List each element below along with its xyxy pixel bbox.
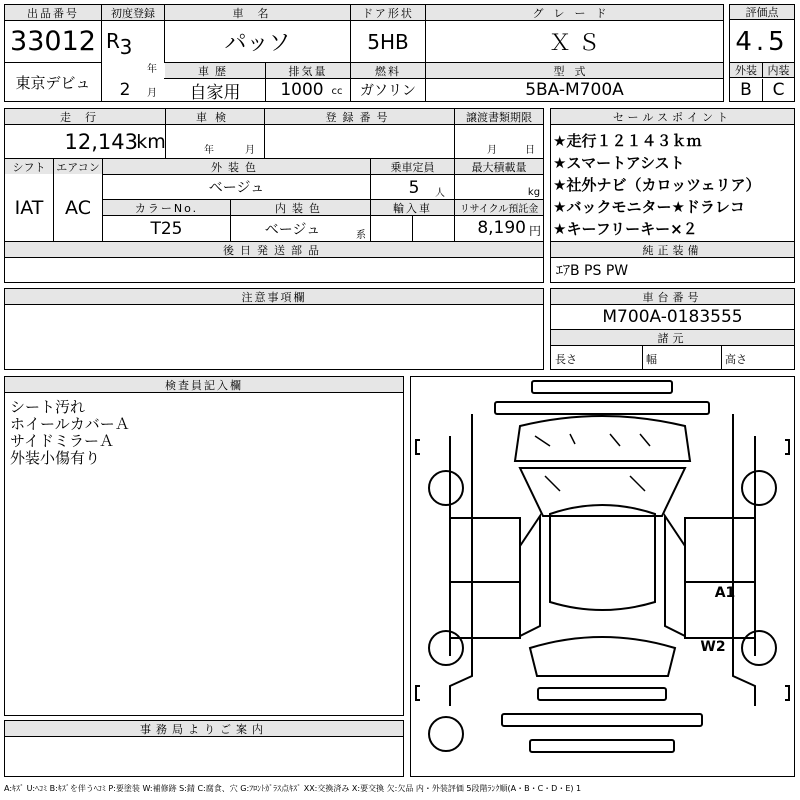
first-registration-label: 初度登録 — [102, 5, 164, 20]
recycle-deposit-label: リサイクル預託金 — [455, 200, 543, 215]
exterior-color: ベージュ — [208, 180, 265, 196]
divider — [412, 215, 413, 241]
door-type-label: ドア形状 — [351, 5, 425, 20]
capacity-unit: 人 — [435, 187, 445, 199]
max-load-unit: kg — [527, 186, 541, 198]
car-body-diagram — [410, 376, 795, 777]
damage-legend: A:ｷｽﾞ U:ﾍｺﾐ B:ｷｽﾞを伴うﾍｺﾐ P:要塗装 W:補修跡 S:錆 C:腐食、穴 G:ﾌﾛﾝﾄｶﾞﾗｽ点ｷｽﾞ XX:交換済み X:要交換 欠:欠品 内・外装評価 5段階ﾗﾝｸ順(A・B・C・D・E) 1 — [4, 783, 582, 793]
color-number-label: カラーNo. — [103, 200, 230, 215]
registration-month: 2 — [119, 80, 131, 100]
score: 4.5 — [735, 26, 789, 57]
sales-point-item: ★キーフリーキー×２ — [553, 220, 698, 238]
score-label: 評価点 — [730, 5, 794, 20]
transfer-month-unit: 月 — [487, 144, 497, 156]
model-code: 5BA-M700A — [525, 80, 624, 100]
sales-point-item: ★社外ナビ（カロッツェリア） — [553, 176, 761, 194]
inspector-note-line: シート汚れ — [10, 398, 86, 416]
inspection-month-unit: 月 — [245, 144, 255, 156]
later-shipping-parts-label: 後日発送部品 — [5, 242, 543, 257]
interior-grade-label: 内装 — [762, 62, 794, 78]
door-type: 5HB — [367, 29, 409, 54]
standard-equipment: ｴｱB PS PW — [556, 263, 629, 279]
car-name: パッソ — [224, 31, 291, 56]
capacity-label: 乗車定員 — [371, 159, 454, 174]
vehicle-history: 自家用 — [189, 82, 241, 103]
transfer-deadline-label: 譲渡書類期限 — [455, 109, 543, 124]
displacement-label: 排気量 — [265, 63, 350, 78]
transfer-day-unit: 日 — [525, 144, 535, 156]
registration-era: R — [106, 29, 120, 53]
sales-point-item: ★スマートアシスト — [553, 154, 685, 172]
color-number: T25 — [150, 218, 183, 239]
damage-mark: W2 — [700, 639, 726, 655]
registration-year: 3 — [119, 35, 133, 59]
inspector-note-line: 外装小傷有り — [10, 449, 101, 467]
chassis-number-label: 車台番号 — [551, 289, 794, 305]
interior-color-suffix: 系 — [356, 229, 366, 241]
inspector-note-line: ホイールカバーＡ — [10, 415, 130, 433]
displacement: 1000 — [280, 80, 324, 100]
lot-number-label: 出品番号 — [5, 5, 101, 20]
divider — [642, 346, 643, 370]
shift-label: シフト — [5, 159, 53, 174]
exterior-grade: B — [740, 80, 752, 100]
shift: IAT — [14, 197, 44, 219]
grade-label: グレード — [426, 5, 723, 20]
inspection-year-unit: 年 — [204, 144, 214, 156]
ac-label: エアコン — [54, 159, 102, 174]
fuel: ガソリン — [360, 83, 416, 99]
interior-grade: C — [762, 79, 794, 101]
notes-label: 注意事項欄 — [5, 289, 543, 305]
sales-point-item: ★バックモニター★ドラレコ — [553, 198, 745, 216]
import-label: 輸入車 — [371, 200, 454, 215]
capacity: 5 — [408, 178, 420, 198]
displacement-unit: cc — [331, 85, 343, 97]
max-load-label: 最大積載量 — [455, 159, 543, 174]
venue-name: 東京デビュ — [15, 73, 91, 92]
exterior-grade-label: 外装 — [730, 62, 762, 78]
width-label: 幅 — [646, 353, 657, 366]
office-notice-label: 事務局よりご案内 — [5, 721, 403, 737]
mileage-label: 走行 — [5, 109, 165, 124]
year-unit: 年 — [147, 63, 157, 75]
registration-number-label: 登録番号 — [265, 109, 454, 124]
inspection-label: 車検 — [166, 109, 264, 124]
fuel-label: 燃料 — [351, 63, 425, 78]
exterior-color-label: 外装色 — [103, 159, 370, 174]
damage-mark: A1 — [714, 585, 736, 601]
air-conditioner: AC — [65, 197, 91, 219]
history-label: 車歴 — [165, 63, 265, 78]
inspector-notes-label: 検査員記入欄 — [5, 377, 403, 393]
car-name-label: 車名 — [165, 5, 350, 20]
grade: Ｘ Ｓ — [549, 31, 600, 56]
specs-label: 諸元 — [551, 329, 794, 346]
interior-color-label: 内装色 — [231, 200, 370, 215]
divider — [721, 346, 722, 370]
inspector-note-line: サイドミラーＡ — [10, 432, 114, 450]
month-unit: 月 — [147, 87, 157, 99]
chassis-number: M700A-0183555 — [602, 307, 743, 327]
mileage: 12,143 — [64, 130, 138, 154]
recycle-unit: 円 — [528, 223, 541, 238]
lot-number: 33012 — [10, 26, 96, 57]
length-label: 長さ — [555, 353, 577, 366]
sales-point-item: ★走行１２１４３ｋｍ — [553, 132, 702, 150]
standard-equipment-label: 純正装備 — [551, 241, 794, 258]
model-code-label: 型式 — [426, 63, 723, 78]
interior-color: ベージュ — [264, 221, 321, 238]
recycle-deposit: 8,190 — [477, 218, 526, 238]
mileage-unit: km — [136, 131, 166, 153]
height-label: 高さ — [725, 353, 747, 366]
sales-points-label: セールスポイント — [551, 109, 794, 125]
